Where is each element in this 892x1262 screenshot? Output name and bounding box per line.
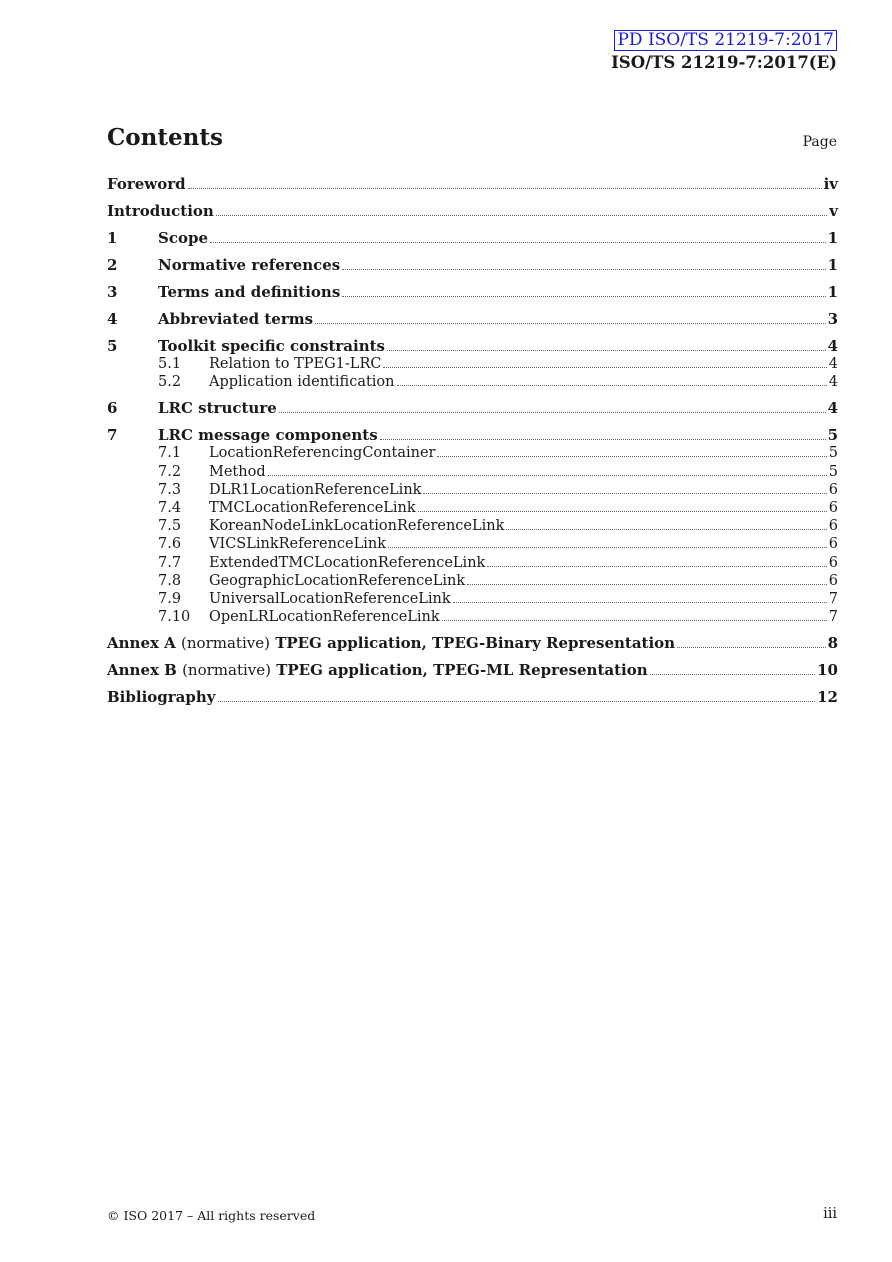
toc-page: 5	[828, 445, 838, 462]
dot-leader	[380, 439, 826, 440]
page-column-label: Page	[802, 134, 837, 150]
toc-entry-terms-and-definitions[interactable]	[107, 283, 838, 301]
toc-entry-universal-location-reference-link[interactable]	[107, 590, 838, 608]
toc-entry-relation-to-tpeg1-lrc[interactable]	[107, 355, 838, 373]
toc-entry-application-identification[interactable]	[107, 373, 838, 391]
toc-entry-lrc-message-components[interactable]	[107, 426, 838, 444]
dot-leader	[677, 647, 825, 648]
toc-number: 7.10	[158, 609, 191, 626]
toc-title: Scope	[158, 229, 209, 247]
toc-entry-location-referencing-container[interactable]	[107, 444, 838, 462]
toc-number: 7.8	[158, 572, 182, 589]
toc-page: 7	[828, 609, 838, 626]
toc-title: KoreanNodeLinkLocationReferenceLink	[209, 518, 505, 535]
document-header	[611, 30, 837, 73]
toc-number: 7.1	[158, 445, 182, 462]
dot-leader	[342, 269, 825, 270]
toc-page: 6	[828, 554, 838, 571]
toc-page: iv	[823, 175, 838, 193]
toc-number: 7.2	[158, 463, 182, 480]
toc-number: 7.3	[158, 481, 182, 498]
toc-number: 5	[107, 337, 118, 355]
toc-entry-korean-node-link-location-reference-link[interactable]	[107, 517, 838, 535]
toc-entry-introduction[interactable]	[107, 202, 838, 220]
dot-leader	[218, 701, 816, 702]
toc-entry-openlr-location-reference-link[interactable]	[107, 608, 838, 626]
dot-leader	[418, 511, 827, 512]
annex-label: Annex B	[107, 661, 177, 680]
dot-leader	[216, 215, 827, 216]
toc-title: Abbreviated terms	[158, 310, 314, 328]
toc-page: 5	[827, 426, 838, 445]
toc-title: LRC message components	[158, 426, 378, 445]
dot-leader	[506, 529, 826, 530]
toc-number: 7.9	[158, 590, 182, 607]
toc-title: OpenLRLocationReferenceLink	[209, 609, 440, 626]
toc-page: 4	[827, 399, 838, 418]
dot-leader	[467, 584, 827, 585]
toc-page: 10	[817, 661, 838, 680]
toc-title: GeographicLocationReferenceLink	[209, 572, 466, 589]
dot-leader	[342, 296, 825, 297]
toc-page: 4	[828, 374, 838, 391]
dot-leader	[388, 547, 827, 548]
toc-title: ExtendedTMCLocationReferenceLink	[209, 554, 486, 571]
table-of-contents	[107, 175, 838, 706]
toc-title: TMCLocationReferenceLink	[209, 499, 416, 516]
toc-entry-dlr1-location-reference-link[interactable]	[107, 481, 838, 499]
toc-page: 12	[817, 688, 838, 707]
toc-page: 6	[828, 481, 838, 498]
dot-leader	[210, 242, 826, 243]
toc-number: 6	[107, 399, 118, 418]
dot-leader	[387, 350, 826, 351]
toc-title: TPEG application, TPEG-ML Representation	[276, 661, 648, 680]
toc-title: Bibliography	[107, 688, 216, 707]
toc-page: 6	[828, 572, 838, 589]
dot-leader	[315, 323, 825, 324]
toc-title: LocationReferencingContainer	[209, 445, 436, 462]
toc-number: 2	[107, 256, 118, 274]
toc-number: 5.1	[158, 356, 182, 372]
dot-leader	[188, 188, 822, 189]
toc-entry-lrc-structure[interactable]	[107, 399, 838, 417]
document-id-link[interactable]: PD ISO/TS 21219-7:2017	[614, 30, 837, 51]
toc-title: Terms and definitions	[158, 283, 341, 301]
dot-leader	[650, 674, 815, 675]
toc-number: 7	[107, 426, 118, 445]
toc-entry-method[interactable]	[107, 463, 838, 481]
toc-page: 6	[828, 499, 838, 516]
toc-number: 7.7	[158, 554, 182, 571]
toc-title: VICSLinkReferenceLink	[209, 536, 387, 553]
toc-title: Introduction	[107, 202, 214, 220]
annex-label: Annex A	[107, 634, 176, 653]
dot-leader	[383, 367, 826, 368]
toc-entry-bibliography[interactable]	[107, 688, 838, 706]
annex-type: (normative)	[181, 634, 270, 653]
toc-number: 1	[107, 229, 118, 247]
dot-leader	[442, 620, 827, 621]
toc-entry-abbreviated-terms[interactable]	[107, 310, 838, 328]
dot-leader	[437, 456, 826, 457]
toc-number: 7.4	[158, 499, 182, 516]
toc-title: Method	[209, 463, 266, 480]
toc-entry-annex-a[interactable]	[107, 634, 838, 652]
toc-page: 6	[828, 536, 838, 553]
dot-leader	[397, 385, 827, 386]
toc-entry-tmc-location-reference-link[interactable]	[107, 499, 838, 517]
toc-entry-toolkit-specific-constraints[interactable]	[107, 337, 838, 355]
dot-leader	[423, 493, 826, 494]
toc-title: LRC structure	[158, 399, 277, 418]
toc-number: 4	[107, 310, 118, 328]
contents-title: Contents	[107, 124, 223, 151]
toc-entry-scope[interactable]	[107, 229, 838, 247]
dot-leader	[268, 475, 827, 476]
toc-page: v	[829, 202, 838, 220]
dot-leader	[453, 602, 827, 603]
toc-page: 4	[828, 356, 838, 372]
toc-title: Foreword	[107, 175, 186, 193]
toc-page: 4	[827, 337, 838, 355]
toc-title: DLR1LocationReferenceLink	[209, 481, 422, 498]
toc-title: Normative references	[158, 256, 341, 274]
toc-page: 5	[828, 463, 838, 480]
toc-page: 6	[828, 518, 838, 535]
toc-page: 1	[827, 229, 838, 247]
toc-number: 5.2	[158, 374, 182, 391]
dot-leader	[279, 412, 826, 413]
copyright-notice: © ISO 2017 – All rights reserved	[107, 1208, 316, 1223]
toc-number: 3	[107, 283, 118, 301]
toc-number: 7.6	[158, 536, 182, 553]
toc-title: Relation to TPEG1-LRC	[209, 356, 382, 372]
annex-type: (normative)	[182, 661, 271, 680]
toc-title: Toolkit specific constraints	[158, 337, 385, 355]
dot-leader	[487, 566, 826, 567]
toc-entry-geographic-location-reference-link[interactable]	[107, 572, 838, 590]
toc-number: 7.5	[158, 518, 182, 535]
toc-title: TPEG application, TPEG-Binary Representation	[275, 634, 676, 653]
toc-entry-annex-b[interactable]	[107, 661, 838, 679]
toc-entry-extended-tmc-location-reference-link[interactable]	[107, 554, 838, 572]
page-number: iii	[823, 1206, 837, 1222]
toc-page: 7	[828, 590, 838, 607]
toc-title: Application identification	[209, 374, 395, 391]
document-id: ISO/TS 21219-7:2017(E)	[611, 53, 837, 72]
toc-entry-foreword[interactable]	[107, 175, 838, 193]
toc-entry-vics-link-reference-link[interactable]	[107, 535, 838, 553]
toc-page: 1	[827, 256, 838, 274]
toc-page: 3	[827, 310, 838, 328]
toc-page: 1	[827, 283, 838, 301]
toc-entry-normative-references[interactable]	[107, 256, 838, 274]
toc-title: UniversalLocationReferenceLink	[209, 590, 451, 607]
toc-page: 8	[827, 634, 838, 653]
